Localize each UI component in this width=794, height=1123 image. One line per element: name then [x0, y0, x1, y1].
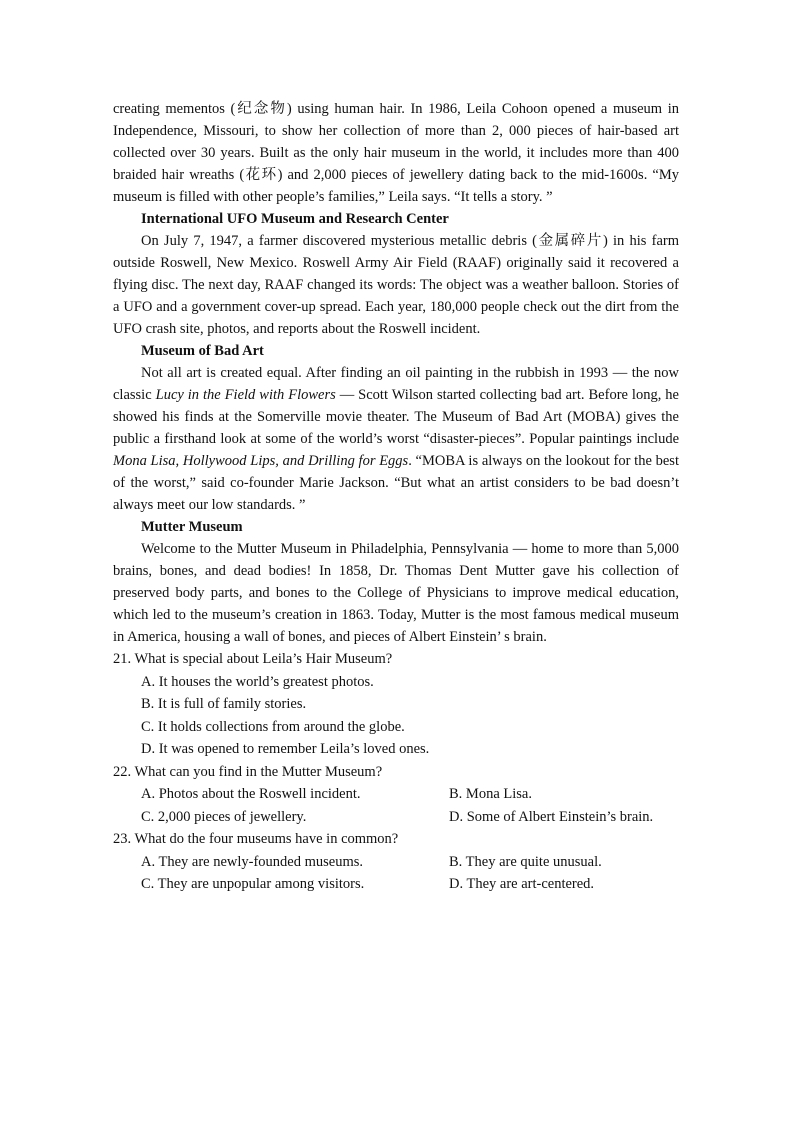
bad-art-text-1: Not all art is created equal. After finding an oil painting in the rubbish in 1993 — the now classic [113, 365, 679, 403]
option-row [113, 783, 679, 806]
mutter-museum-heading: Mutter Museum [141, 519, 243, 535]
option-a: A. Photos about the Roswell incident. [141, 786, 361, 802]
hair-museum-paragraph: creating mementos (纪念物) using human hair. In 1986, Leila Cohoon opened a museum in Independence, Missouri, to show her collection of more than 2, 000 pieces of hair-based art collected over 30 years. Built as the only hair museum in the world, it includes more than 400 braided hair wreaths (花环) and 2,000 pieces of jewellery dating back to the mid-1600s. “My museum is filled with other people’s families,” Leila says. “It tells a story. ” [113, 101, 679, 205]
question-stem: 23. What do the four museums have in common? [113, 831, 399, 847]
option-b: B. Mona Lisa. [449, 786, 532, 802]
option-d: D. It was opened to remember Leila’s loved ones. [141, 741, 430, 757]
question-list [113, 648, 679, 896]
option-a: A. It houses the world’s greatest photos. [141, 673, 374, 690]
option-row [113, 806, 679, 829]
option-a: A. They are newly-founded museums. [141, 853, 364, 870]
option-d: D. They are art-centered. [449, 876, 595, 892]
question-21 [113, 648, 679, 761]
option-c: C. They are unpopular among visitors. [141, 876, 365, 892]
option-row [113, 851, 679, 874]
page-content [113, 98, 679, 896]
bad-art-painting-title: Lucy in the Field with Flowers [155, 387, 336, 403]
question-stem: 22. What can you find in the Mutter Museum? [113, 763, 383, 780]
bad-art-text-2: — Scott Wilson started collecting bad art. Before long, he showed his finds at the Somerville movie theater. The Museum of Bad Art (MOBA) gives the public a firsthand look at some of the world’s worst “disaster-pieces”. Popular paintings include [113, 387, 679, 447]
option-c: C. It holds collections from around the globe. [141, 718, 405, 735]
option-list [113, 671, 679, 761]
option-d: D. Some of Albert Einstein’s brain. [449, 808, 654, 825]
bad-art-text-3: . “MOBA is always on the lookout for the best of the worst,” said co-founder Marie Jackson. “But what an artist considers to be bad doesn’t always meet our low standards. ” [113, 453, 679, 513]
bad-art-museum-heading: Museum of Bad Art [141, 343, 264, 359]
bad-art-popular-paintings: Mona Lisa, Hollywood Lips, and Drilling for Eggs [113, 453, 409, 469]
option-b: B. They are quite unusual. [449, 853, 602, 870]
option-c: C. 2,000 pieces of jewellery. [141, 808, 307, 825]
question-23 [113, 828, 679, 896]
option-row [113, 873, 679, 896]
option-b: B. It is full of family stories. [141, 696, 307, 712]
question-stem: 21. What is special about Leila’s Hair Museum? [113, 651, 393, 667]
bad-art-museum-paragraph [113, 362, 679, 516]
mutter-museum-paragraph: Welcome to the Mutter Museum in Philadelphia, Pennsylvania — home to more than 5,000 brains, bones, and dead bodies! In 1858, Dr. Thomas Dent Mutter gave his collection of preserved body parts, and bones to the College of Physicians to improve medical education, which led to the museum’s creation in 1863. Today, Mutter is the most famous medical museum in America, housing a wall of bones, and pieces of Albert Einstein’ s brain. [113, 541, 679, 645]
question-22 [113, 761, 679, 829]
ufo-museum-heading: International UFO Museum and Research Center [141, 211, 449, 227]
ufo-museum-paragraph: On July 7, 1947, a farmer discovered mysterious metallic debris (金属碎片) in his farm outside Roswell, New Mexico. Roswell Army Air Field (RAAF) originally said it recovered a flying disc. The next day, RAAF changed its words: The object was a weather balloon. Stories of a UFO and a government cover-up spread. Each year, 180,000 people check out the dirt from the UFO crash site, photos, and reports about the Roswell incident. [113, 233, 679, 337]
